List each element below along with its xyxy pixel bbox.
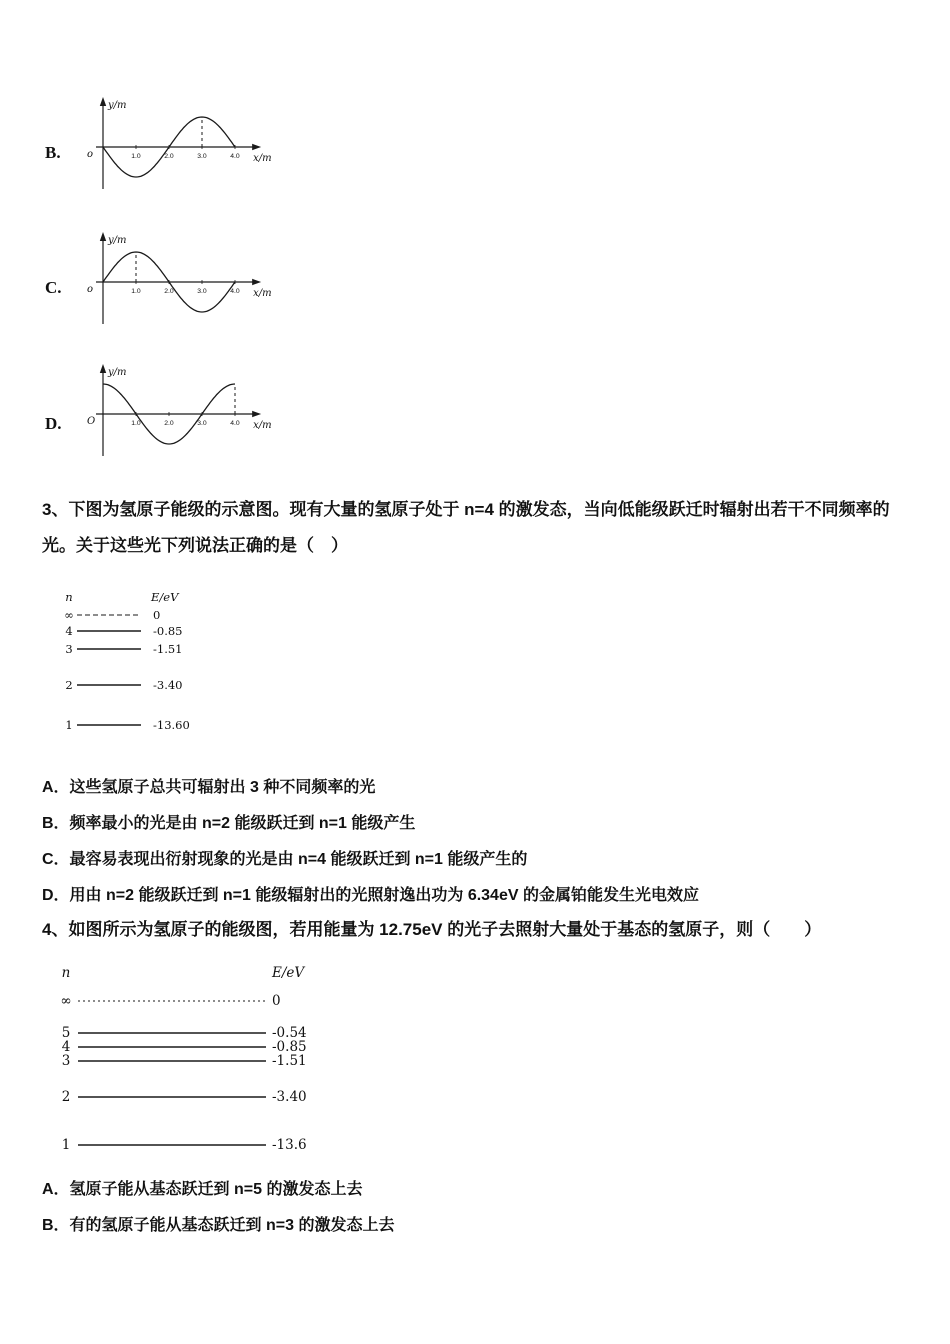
svg-text:1: 1 — [65, 718, 73, 732]
svg-text:0: 0 — [272, 993, 281, 1009]
q3-energy-level-diagram — [55, 585, 265, 740]
option-c-label: C. — [45, 278, 62, 297]
svg-text:y/m: y/m — [108, 100, 127, 111]
wave-graph-c — [75, 230, 305, 335]
svg-text:O: O — [87, 416, 96, 427]
svg-text:5: 5 — [61, 1025, 71, 1041]
svg-text:0: 0 — [153, 608, 161, 622]
option-d-label: D. — [45, 414, 62, 433]
svg-text:y/m: y/m — [108, 367, 127, 378]
svg-text:2.0: 2.0 — [164, 153, 174, 160]
svg-text:1.0: 1.0 — [131, 420, 141, 427]
svg-text:n: n — [65, 590, 73, 604]
svg-text:∞: ∞ — [64, 608, 74, 622]
svg-text:E/eV: E/eV — [151, 590, 179, 604]
q3-options — [42, 770, 699, 914]
svg-text:2: 2 — [65, 678, 73, 692]
svg-text:3.0: 3.0 — [197, 153, 207, 160]
svg-text:o: o — [87, 284, 94, 295]
svg-text:-0.85: -0.85 — [272, 1039, 307, 1055]
wave-graph-d — [75, 362, 305, 467]
svg-text:-0.85: -0.85 — [153, 624, 183, 638]
q4-option-a: A．氢原子能从基态跃迁到 n=5 的激发态上去 — [42, 1181, 363, 1198]
svg-text:-3.40: -3.40 — [153, 678, 183, 692]
svg-text:n: n — [61, 965, 71, 981]
q4-option-b: B．有的氢原子能从基态跃迁到 n=3 的激发态上去 — [42, 1217, 395, 1234]
svg-text:-3.40: -3.40 — [272, 1089, 307, 1105]
svg-text:1: 1 — [61, 1137, 71, 1153]
option-b-label: B. — [45, 143, 61, 162]
svg-text:o: o — [87, 149, 94, 160]
svg-text:1.0: 1.0 — [131, 288, 141, 295]
svg-text:2.0: 2.0 — [164, 288, 174, 295]
q3-option-d: D．用由 n=2 能级跃迁到 n=1 能级辐射出的光照射逸出功为 6.34eV 的金属铂能发生光电效应 — [42, 887, 699, 904]
wave-graph-b — [75, 95, 305, 200]
svg-text:-1.51: -1.51 — [153, 642, 183, 656]
svg-text:4.0: 4.0 — [230, 288, 240, 295]
svg-text:x/m: x/m — [253, 288, 272, 299]
svg-text:3.0: 3.0 — [197, 288, 207, 295]
q4-energy-level-diagram — [50, 955, 360, 1170]
svg-text:4.0: 4.0 — [230, 420, 240, 427]
svg-text:y/m: y/m — [108, 235, 127, 246]
svg-text:4: 4 — [65, 624, 73, 638]
svg-text:4.0: 4.0 — [230, 153, 240, 160]
svg-text:2.0: 2.0 — [164, 420, 174, 427]
svg-text:3: 3 — [61, 1053, 71, 1069]
svg-text:1.0: 1.0 — [131, 153, 141, 160]
q3-option-b: B．频率最小的光是由 n=2 能级跃迁到 n=1 能级产生 — [42, 815, 416, 832]
svg-text:4: 4 — [61, 1039, 71, 1055]
question-4-text: 4、如图所示为氢原子的能级图，若用能量为 12.75eV 的光子去照射大量处于基态的氢原子，则（ ） — [42, 920, 822, 939]
question-3-text: 3、下图为氢原子能级的示意图。现有大量的氢原子处于 n=4 的激发态，当向低能级跃迁时辐射出若干不同频率的光。关于这些光下列说法正确的是（ ） — [42, 500, 890, 555]
svg-text:E/eV: E/eV — [272, 965, 305, 981]
svg-text:x/m: x/m — [253, 153, 272, 164]
svg-text:-1.51: -1.51 — [272, 1053, 307, 1069]
svg-text:3: 3 — [65, 642, 73, 656]
svg-text:x/m: x/m — [253, 420, 272, 431]
q4-options — [42, 1172, 394, 1244]
q3-option-c: C．最容易表现出衍射现象的光是由 n=4 能级跃迁到 n=1 能级产生的 — [42, 851, 528, 868]
svg-text:2: 2 — [61, 1089, 71, 1105]
svg-text:-13.6: -13.6 — [272, 1137, 307, 1153]
svg-text:-0.54: -0.54 — [272, 1025, 307, 1041]
q3-option-a: A．这些氢原子总共可辐射出 3 种不同频率的光 — [42, 779, 376, 796]
svg-text:-13.60: -13.60 — [153, 718, 190, 732]
svg-text:∞: ∞ — [60, 993, 72, 1009]
svg-text:3.0: 3.0 — [197, 420, 207, 427]
